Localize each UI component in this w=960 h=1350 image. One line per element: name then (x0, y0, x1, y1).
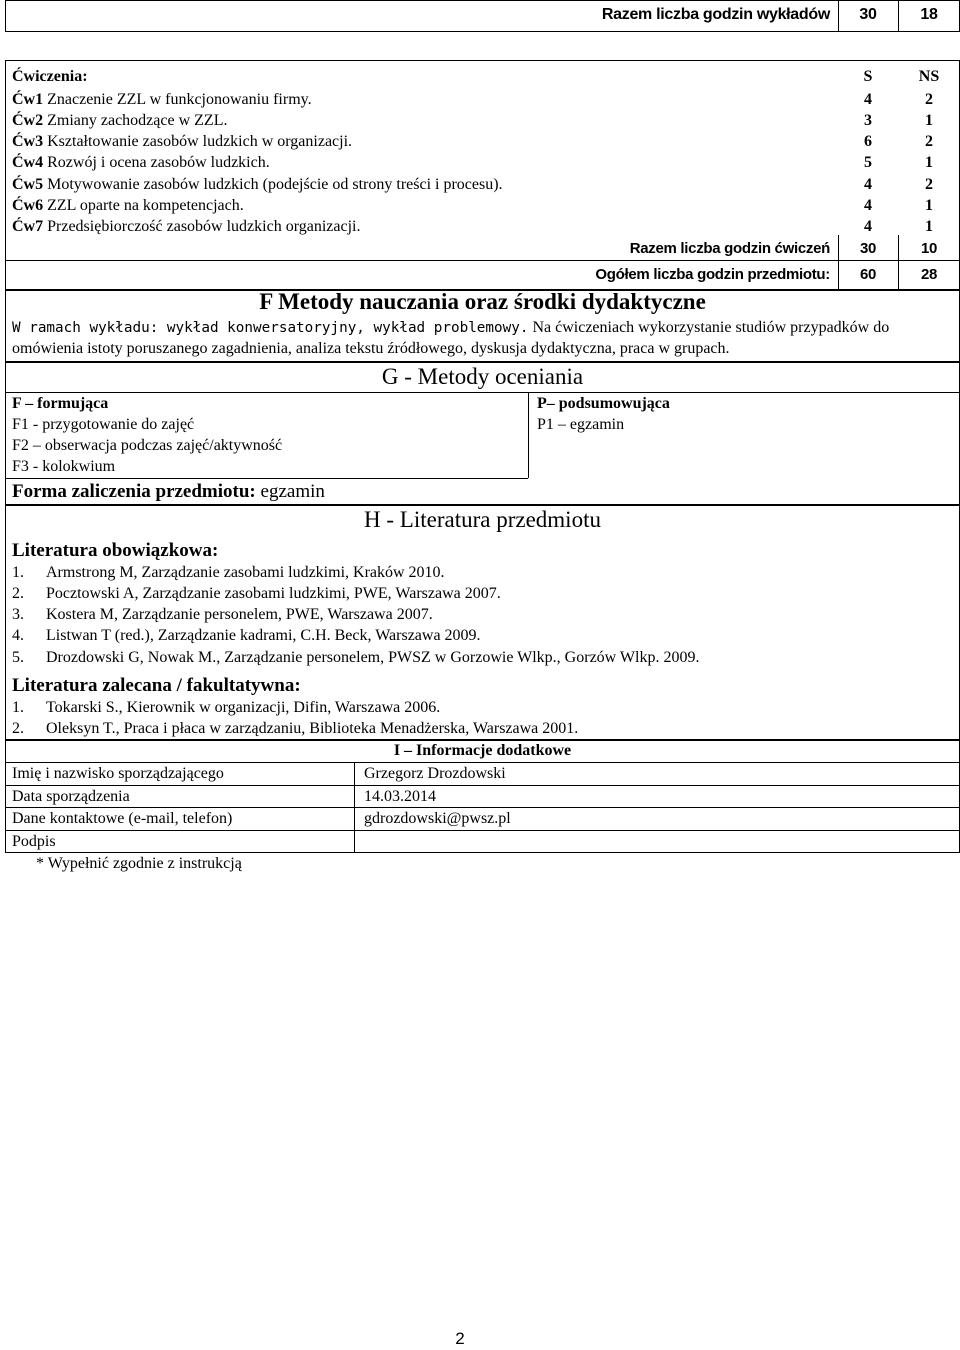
lecture-total-label: Razem liczba godzin wykładów (601, 6, 830, 23)
info-value: 14.03.2014 (364, 788, 436, 805)
section-h-title: H - Literatura przedmiotu (364, 507, 601, 532)
overall-total-ns: 28 (920, 266, 938, 283)
lecture-total-s: 30 (859, 6, 877, 23)
divider (5, 392, 960, 393)
lecture-total-ns: 18 (920, 6, 938, 23)
info-label: Podpis (12, 833, 56, 850)
literature-item (12, 649, 699, 667)
literature-item (12, 699, 440, 717)
section-f-paragraph-line1 (12, 319, 889, 337)
exercise-ns: 2 (925, 176, 933, 193)
literature-number: 1. (12, 699, 24, 716)
section-i-title: I – Informacje dodatkowe (393, 742, 572, 759)
literature-item (12, 720, 578, 738)
overall-total-label: Ogółem liczba godzin przedmiotu: (595, 266, 830, 283)
exercise-item (12, 112, 227, 130)
literature-number: 3. (12, 606, 24, 623)
literature-text: Kostera M, Zarządzanie personelem, PWE, Warszawa 2007. (46, 606, 433, 623)
exercise-text: Motywowanie zasobów ludzkich (podejście od strony treści i procesu). (43, 176, 503, 193)
info-label: Data sporządzenia (12, 788, 130, 805)
exercise-text: Znaczenie ZZL w funkcjonowaniu firmy. (43, 91, 312, 108)
literature-item (12, 564, 445, 582)
exercises-col-s: S (863, 68, 873, 85)
exercises-heading: Ćwiczenia: (12, 68, 88, 85)
divider (528, 392, 529, 478)
exercise-s: 6 (864, 133, 872, 150)
literature-item (12, 627, 481, 645)
exercises-total-ns: 10 (920, 240, 938, 257)
exercise-text: Zmiany zachodzące w ZZL. (43, 112, 228, 129)
exercise-text: Rozwój i ocena zasobów ludzkich. (43, 154, 270, 171)
assessment-form (12, 481, 325, 503)
divider (5, 260, 960, 261)
formative-item: F3 - kolokwium (12, 458, 116, 475)
summative-item: P1 – egzamin (537, 416, 625, 433)
formative-item: F2 – obserwacja podczas zajęć/aktywność (12, 437, 283, 454)
exercise-s: 4 (864, 197, 872, 214)
exercise-item (12, 176, 503, 194)
info-value: Grzegorz Drozdowski (364, 765, 506, 782)
info-label: Dane kontaktowe (e-mail, telefon) (12, 810, 233, 827)
exercises-col-ns: NS (918, 68, 940, 85)
page-number: 2 (455, 1329, 465, 1348)
exercise-text: ZZL oparte na kompetencjach. (43, 197, 244, 214)
exercise-s: 3 (864, 112, 872, 129)
exercise-text: Przedsiębiorczość zasobów ludzkich organizacji. (43, 218, 361, 235)
lecture-methods-text: W ramach wykładu: wykład konwersatoryjny, wykład problemowy. (12, 320, 529, 336)
exercise-code: Ćw3 (12, 133, 44, 150)
exercise-text: Kształtowanie zasobów ludzkich w organizacji. (43, 133, 353, 150)
exercise-methods-text: Na ćwiczeniach wykorzystanie studiów przypadków do (528, 319, 890, 336)
exercise-s: 4 (864, 176, 872, 193)
section-f-paragraph-line2: omówienia istoty poruszanego zagadnienia, analiza tekstu źródłowego, dyskusja dydaktyczna, praca w grupach. (12, 340, 730, 357)
literature-number: 2. (12, 585, 24, 602)
literature-item (12, 606, 433, 624)
recommended-literature-heading: Literatura zalecana / fakultatywna: (12, 675, 301, 696)
literature-item (12, 585, 501, 603)
literature-text: Listwan T (red.), Zarządzanie kadrami, C.H. Beck, Warszawa 2009. (46, 627, 481, 644)
section-g-title: G - Metody oceniania (381, 364, 584, 389)
literature-text: Pocztowski A, Zarządzanie zasobami ludzkimi, PWE, Warszawa 2007. (46, 585, 501, 602)
assessment-form-label: Forma zaliczenia przedmiotu: (12, 481, 256, 502)
overall-total-s: 60 (859, 266, 877, 283)
exercise-ns: 1 (925, 218, 933, 235)
section-f-title: F Metody nauczania oraz środki dydaktyczne (259, 289, 706, 314)
literature-text: Tokarski S., Kierownik w organizacji, Difin, Warszawa 2006. (46, 699, 441, 716)
divider (354, 762, 355, 853)
exercise-ns: 1 (925, 112, 933, 129)
divider (5, 785, 960, 786)
exercise-ns: 1 (925, 154, 933, 171)
divider (5, 807, 960, 808)
exercise-s: 4 (864, 91, 872, 108)
summative-heading: P– podsumowująca (537, 395, 670, 412)
literature-number: 5. (12, 649, 24, 666)
exercise-ns: 1 (925, 197, 933, 214)
footnote: * Wypełnić zgodnie z instrukcją (36, 855, 242, 872)
exercise-ns: 2 (925, 91, 933, 108)
exercise-code: Ćw5 (12, 176, 44, 193)
exercise-item (12, 218, 360, 236)
exercise-s: 5 (864, 154, 872, 171)
literature-number: 4. (12, 627, 24, 644)
exercise-s: 4 (864, 218, 872, 235)
formative-item: F1 - przygotowanie do zajęć (12, 416, 195, 433)
literature-text: Oleksyn T., Praca i płaca w zarządzaniu, Biblioteka Menadżerska, Warszawa 2001. (46, 720, 579, 737)
assessment-form-value: egzamin (255, 481, 325, 502)
required-literature-heading: Literatura obowiązkowa: (12, 540, 219, 561)
literature-number: 2. (12, 720, 24, 737)
exercise-ns: 2 (925, 133, 933, 150)
info-value: gdrozdowski@pwsz.pl (364, 810, 511, 827)
literature-text: Drozdowski G, Nowak M., Zarządzanie personelem, PWSZ w Gorzowie Wlkp., Gorzów Wlkp. 2009. (46, 649, 700, 666)
exercise-item (12, 197, 244, 215)
exercise-code: Ćw1 (12, 91, 44, 108)
exercise-item (12, 133, 352, 151)
literature-number: 1. (12, 564, 24, 581)
exercise-item (12, 91, 312, 109)
divider (5, 830, 960, 831)
exercise-code: Ćw2 (12, 112, 44, 129)
divider (5, 478, 528, 479)
exercise-code: Ćw7 (12, 218, 44, 235)
literature-text: Armstrong M, Zarządzanie zasobami ludzkimi, Kraków 2010. (46, 564, 445, 581)
exercise-item (12, 154, 270, 172)
exercise-code: Ćw6 (12, 197, 44, 214)
exercises-total-label: Razem liczba godzin ćwiczeń (629, 240, 830, 257)
divider (5, 762, 960, 763)
info-label: Imię i nazwisko sporządzającego (12, 765, 224, 782)
exercises-total-s: 30 (859, 240, 877, 257)
exercise-code: Ćw4 (12, 154, 44, 171)
formative-heading: F – formująca (12, 395, 109, 412)
